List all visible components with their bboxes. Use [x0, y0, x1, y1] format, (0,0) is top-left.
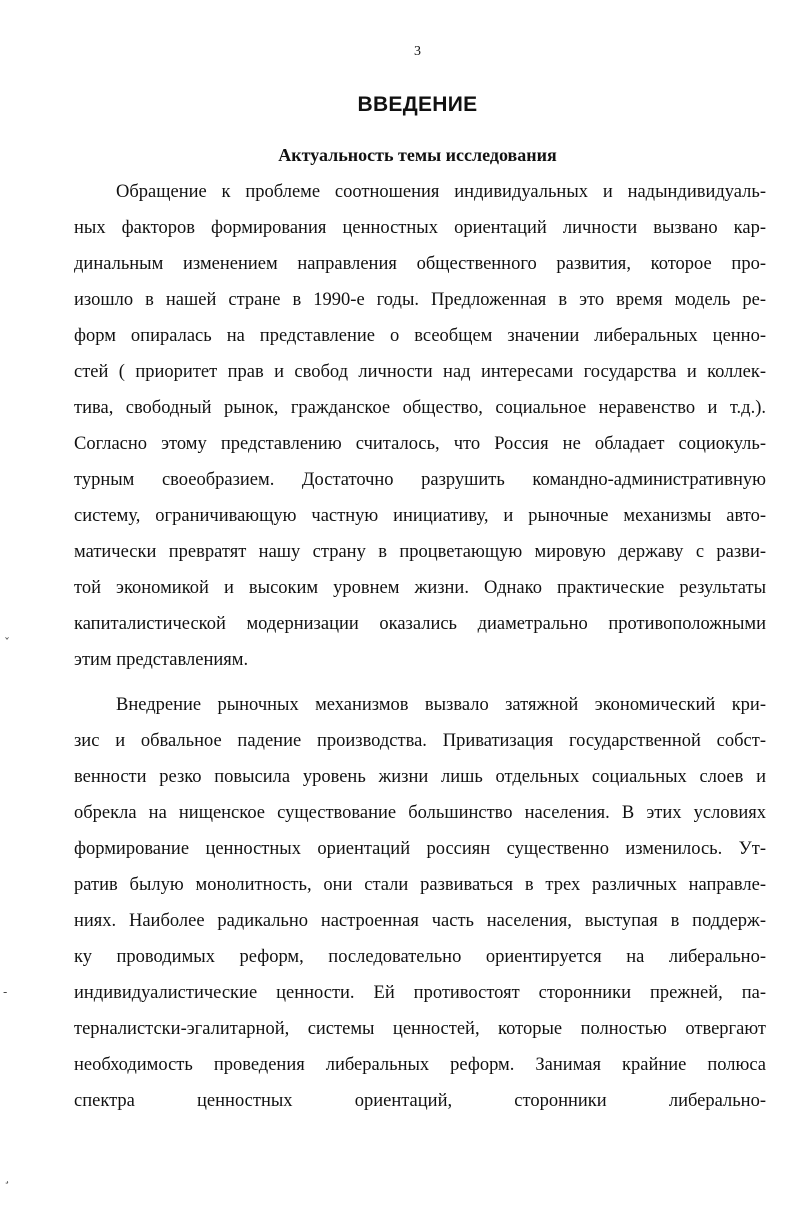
body-line: обрекла на нищенское существование большинство населения. В этих условиях: [74, 803, 766, 823]
page-number: 3: [414, 44, 421, 59]
body-line: форм опиралась на представление о всеобщем значении либеральных ценно-: [74, 326, 766, 346]
body-line: этим представлениям.: [74, 650, 249, 670]
scan-mark: -: [3, 985, 8, 999]
body-line: венности резко повысила уровень жизни лишь отдельных социальных слоев и: [74, 767, 766, 787]
body-line: ных факторов формирования ценностных ориентаций личности вызвано кар-: [74, 218, 766, 238]
body-line: Обращение к проблеме соотношения индивидуальных и надындивидуаль-: [116, 182, 766, 202]
body-line: индивидуалистические ценности. Ей противостоят сторонники прежней, па-: [74, 983, 766, 1003]
body-line: тива, свободный рынок, гражданское общество, социальное неравенство и т.д.).: [74, 398, 766, 418]
page-title: ВВЕДЕНИЕ: [357, 93, 478, 116]
body-line: той экономикой и высоким уровнем жизни. Однако практические результаты: [74, 578, 766, 598]
body-line: ку проводимых реформ, последовательно ориентируется на либерально-: [74, 947, 766, 967]
body-line: терналистски-эгалитарной, системы ценностей, которые полностью отвергают: [74, 1019, 766, 1039]
section-subheading: Актуальность темы исследования: [278, 145, 557, 165]
body-line: турным своеобразием. Достаточно разрушить командно-административную: [74, 470, 766, 490]
body-line: стей ( приоритет прав и свобод личности над интересами государства и коллек-: [74, 362, 766, 382]
body-line: Внедрение рыночных механизмов вызвало затяжной экономический кри-: [116, 695, 766, 715]
body-line: формирование ценностных ориентаций россиян существенно изменилось. Ут-: [74, 839, 766, 859]
body-line: динальным изменением направления общественного развития, которое про-: [74, 254, 766, 274]
body-line: спектра ценностных ориентаций, сторонники либерально-: [74, 1091, 766, 1111]
body-line: изошло в нашей стране в 1990-е годы. Предложенная в это время модель ре-: [74, 290, 766, 310]
scan-mark: ˇ: [4, 636, 10, 650]
body-line: ратив былую монолитность, они стали развиваться в трех различных направле-: [74, 875, 766, 895]
body-line: ниях. Наиболее радикально настроенная часть населения, выступая в поддерж-: [74, 911, 766, 931]
body-line: капиталистической модернизации оказались диаметрально противоположными: [74, 614, 766, 634]
scan-mark: ¸: [4, 1170, 10, 1184]
body-line: матически превратят нашу страну в процветающую мировую державу с разви-: [74, 542, 766, 562]
body-line: зис и обвальное падение производства. Приватизация государственной собст-: [74, 731, 766, 751]
body-line: необходимость проведения либеральных реформ. Занимая крайние полюса: [74, 1055, 766, 1075]
body-line: Согласно этому представлению считалось, что Россия не обладает социокуль-: [74, 434, 766, 454]
body-line: систему, ограничивающую частную инициативу, и рыночные механизмы авто-: [74, 506, 766, 526]
